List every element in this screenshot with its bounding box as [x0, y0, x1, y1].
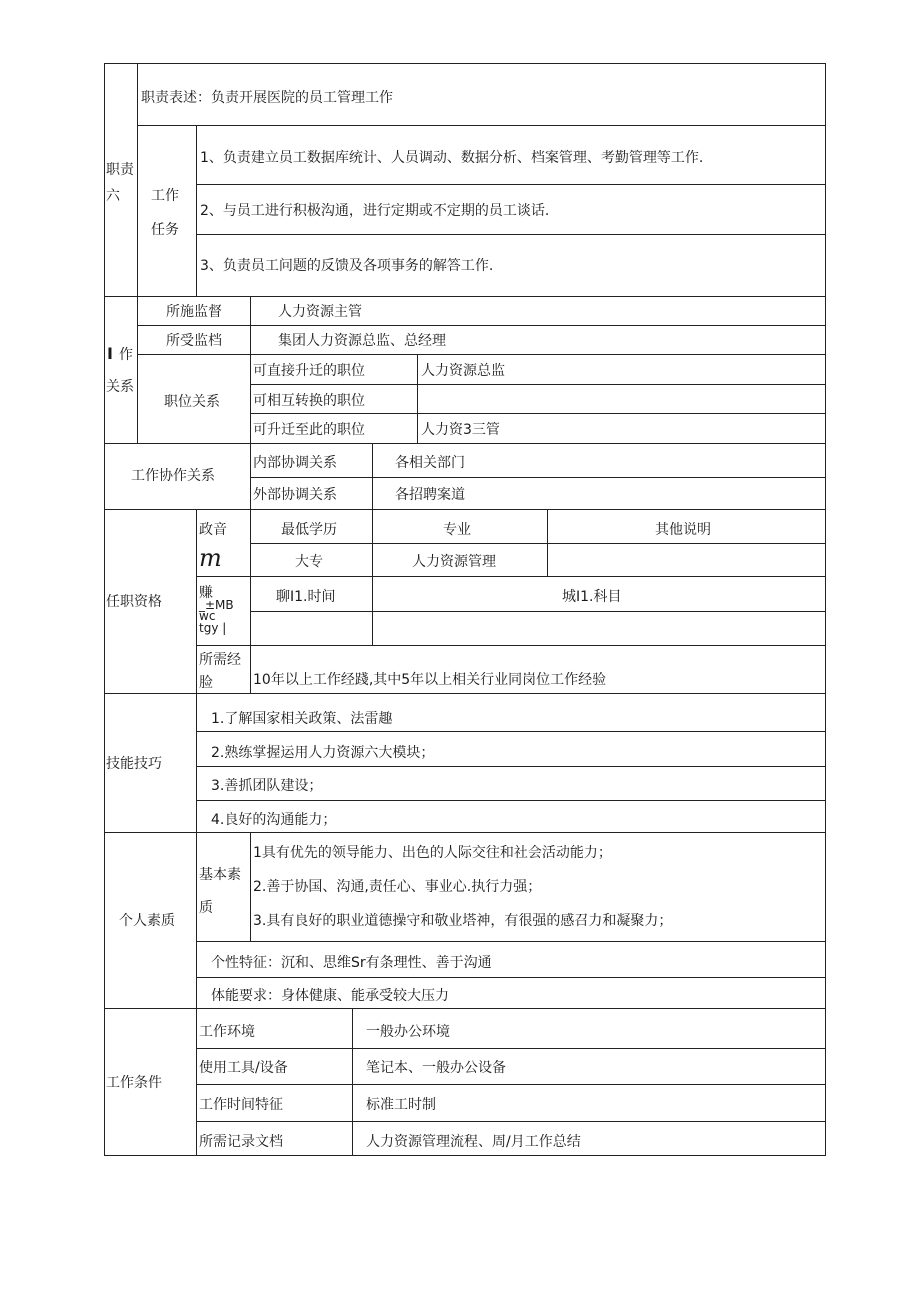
divider: [352, 1008, 353, 1156]
condition-value: 标准工时制: [366, 1097, 436, 1113]
external-coordination-value: 各招聘案道: [395, 487, 465, 503]
divider: [196, 693, 197, 832]
edu-value: 大专: [295, 554, 323, 570]
condition-label: 使用工具/设备: [199, 1060, 288, 1076]
divider: [196, 645, 826, 646]
divider: [250, 509, 251, 693]
personal-label: 个人素质: [119, 913, 175, 929]
position-row-label: 可直接升迁的职位: [253, 363, 365, 379]
border-right: [825, 63, 826, 1156]
supervises-value: 人力资源主管: [278, 304, 362, 320]
divider: [196, 832, 197, 1008]
relations-label-line2: 关系: [106, 379, 134, 395]
divider: [196, 1048, 826, 1049]
divider: [137, 125, 826, 126]
edu-header: 专业: [443, 522, 471, 538]
condition-label: 所需记录文档: [199, 1134, 283, 1150]
internal-coordination-label: 内部协调关系: [253, 455, 337, 471]
skill-item: 1.了解国家相关政策、法雷趣: [211, 711, 393, 727]
position-relations-label: 职位关系: [164, 394, 220, 410]
divider: [547, 509, 548, 576]
divider: [196, 977, 826, 978]
divider: [196, 731, 826, 732]
skill-item: 3.善抓团队建设；: [211, 778, 323, 794]
divider: [196, 184, 826, 185]
external-coordination-label: 外部协调关系: [253, 487, 337, 503]
edu-header: 其他说明: [655, 522, 711, 538]
training-label-line3: wc: [199, 609, 216, 623]
personality-traits: 个性特征：沉和、思维Sr有条理性、善于沟通: [211, 955, 492, 971]
training-label-line4: tgy |: [199, 621, 227, 635]
training-header: 城I1.科目: [562, 589, 622, 605]
divider: [104, 1008, 826, 1009]
divider: [196, 1121, 826, 1122]
skills-label: 技能技巧: [106, 756, 162, 772]
experience-label-line1: 所需经: [199, 652, 241, 668]
border-left: [104, 63, 105, 1156]
relations-label-small: 作: [119, 347, 133, 363]
divider: [196, 766, 826, 767]
supervised-by-label: 所受监档: [166, 333, 222, 349]
divider: [250, 384, 826, 385]
task-item: 2、与员工进行积极沟通，进行定期或不定期的员工谈话.: [200, 203, 550, 219]
tasks-label-line1: 工作: [151, 188, 179, 204]
divider: [250, 296, 251, 443]
skill-item: 2.熟练掌握运用人力资源六大模块；: [211, 745, 435, 761]
physical-requirements: 体能要求：身体健康、能承受较大压力: [211, 988, 449, 1004]
basic-quality-item: 3.具有良好的职业道德操守和敬业塔神，有很强的感召力和凝聚力；: [253, 913, 673, 929]
divider: [196, 234, 826, 235]
divider: [196, 509, 197, 693]
divider: [137, 354, 826, 355]
task-item: 1、负责建立员工数据库统计、人员调动、数据分析、档案管理、考勤管理等工作.: [200, 150, 704, 166]
position-row-value: 人力资源总监: [421, 363, 505, 379]
divider: [196, 1008, 197, 1156]
divider: [196, 576, 826, 577]
experience-value: 10年以上工作经踐,其中5年以上相关行业同岗位工作经验: [253, 672, 607, 688]
duty6-description: 职责表述：负责开展医院的员工管理工作: [141, 90, 393, 106]
task-item: 3、负责员工问题的反馈及各项事务的解答工作.: [200, 258, 494, 274]
divider: [196, 125, 197, 296]
basic-quality-label-line2: 质: [199, 900, 213, 916]
position-row-value: 人力资3三管: [421, 422, 500, 438]
divider: [104, 693, 826, 694]
divider: [104, 296, 826, 297]
internal-coordination-value: 各相关部门: [395, 455, 465, 471]
condition-label: 工作环境: [199, 1024, 255, 1040]
tasks-label-line2: 任务: [151, 222, 179, 238]
conditions-label: 工作条件: [106, 1075, 162, 1091]
training-label-line1: 赚: [199, 585, 213, 601]
supervises-label: 所施监督: [166, 304, 222, 320]
duty6-label-line2: 六: [106, 188, 120, 204]
divider: [250, 443, 251, 509]
divider: [196, 800, 826, 801]
divider: [250, 543, 826, 544]
training-header: 聊I1.时间: [276, 589, 336, 605]
skill-item: 4.良好的沟通能力；: [211, 812, 337, 828]
basic-quality-item: 1具有优先的领导能力、出色的人际交往和社会活动能力；: [253, 845, 612, 861]
border-top: [104, 63, 826, 64]
position-row-label: 可相互转换的职位: [253, 393, 365, 409]
divider: [137, 296, 138, 443]
duty6-label-line1: 职责: [106, 162, 134, 178]
divider: [250, 611, 826, 612]
divider: [250, 832, 251, 941]
edu-value: 人力资源管理: [412, 554, 496, 570]
supervised-by-value: 集团人力资源总监、总经理: [278, 333, 446, 349]
training-label-line2: _±MB: [199, 598, 234, 612]
condition-label: 工作时间特征: [199, 1097, 283, 1113]
divider: [137, 63, 138, 296]
condition-value: 一般办公环境: [366, 1024, 450, 1040]
cooperation-label: 工作协作关系: [131, 468, 215, 484]
qualifications-label: 任职资格: [106, 594, 162, 610]
experience-label-line2: 脸: [199, 675, 213, 691]
divider: [417, 354, 418, 443]
divider: [104, 509, 826, 510]
education-label-line1: 政音: [199, 522, 227, 538]
condition-value: 笔记本、一般办公设备: [366, 1060, 506, 1076]
divider: [104, 443, 826, 444]
border-bottom: [104, 1155, 826, 1156]
edu-header: 最低学历: [281, 522, 337, 538]
divider: [137, 325, 826, 326]
divider: [372, 443, 373, 509]
education-label-line2: m: [199, 544, 222, 572]
divider: [104, 832, 826, 833]
divider: [196, 941, 826, 942]
divider: [250, 477, 826, 478]
divider: [196, 1084, 826, 1085]
position-row-label: 可升迁至此的职位: [253, 422, 365, 438]
condition-value: 人力资源管理流程、周/月工作总结: [366, 1134, 581, 1150]
divider: [250, 413, 826, 414]
relations-label-big: I: [107, 344, 113, 363]
divider: [372, 509, 373, 645]
basic-quality-item: 2.善于协国、沟通,责任心、事业心.执行力强；: [253, 879, 542, 895]
basic-quality-label-line1: 基本素: [199, 867, 241, 883]
